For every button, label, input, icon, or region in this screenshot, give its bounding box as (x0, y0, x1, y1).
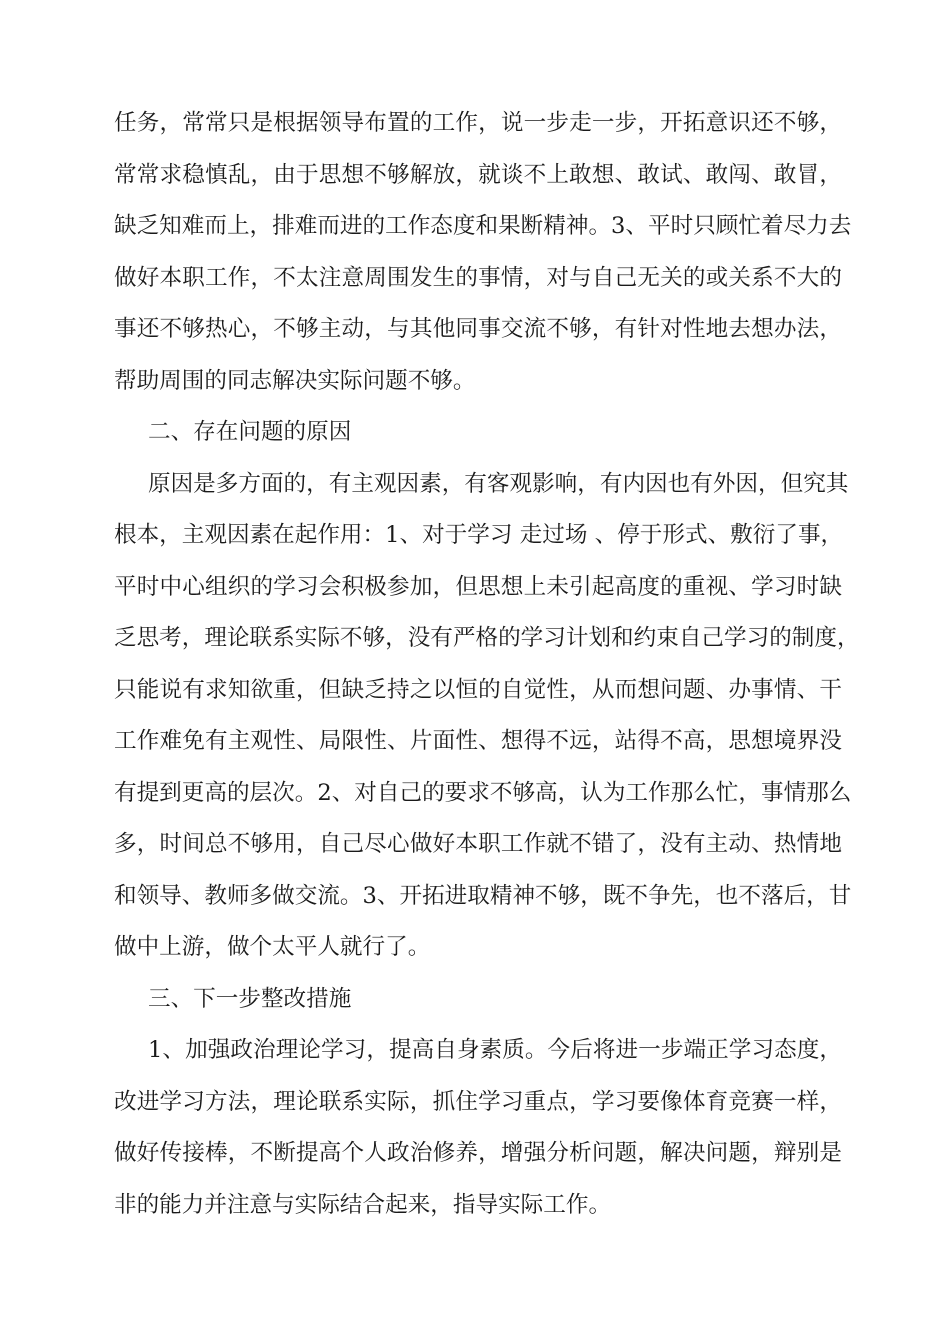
text-line: 和领导、教师多做交流。3、开拓进取精神不够，既不争先，也不落后，甘 (114, 882, 852, 909)
text-line: 事还不够热心，不够主动，与其他同事交流不够，有针对性地去想办法， (114, 316, 842, 342)
text-line: 改进学习方法，理论联系实际，抓住学习重点，学习要像体育竞赛一样， (114, 1088, 842, 1115)
section-heading-causes: 二、存在问题的原因 (148, 419, 352, 445)
text-line: 非的能力并注意与实际结合起来，指导实际工作。 (114, 1191, 612, 1218)
text-line: 做好本职工作，不太注意周围发生的事情，对与自己无关的或关系不大的 (114, 264, 842, 291)
text-line: 平时中心组织的学习会积极参加，但思想上未引起高度的重视、学习时缺 (114, 573, 842, 600)
section-heading-measures: 三、下一步整改措施 (148, 985, 352, 1012)
text-line: 工作难免有主观性、局限性、片面性、想得不远，站得不高，思想境界没 (114, 728, 842, 754)
text-line: 多，时间总不够用，自己尽心做好本职工作就不错了，没有主动、热情地 (114, 831, 842, 857)
text-line: 做中上游，做个太平人就行了。 (114, 934, 431, 960)
paragraph-measures (114, 1025, 842, 1231)
text-line: 常常求稳慎乱，由于思想不够解放，就谈不上敢想、敢试、敢闯、敢冒， (114, 161, 842, 188)
text-line: 帮助周围的同志解决实际问题不够。 (114, 367, 476, 394)
text-line: 原因是多方面的，有主观因素，有客观影响，有内因也有外因，但究其 (148, 470, 849, 497)
text-line: 只能说有求知欲重，但缺乏持之以恒的自觉性，从而想问题、办事情、干 (114, 676, 842, 703)
text-line: 缺乏知难而上，排难而进的工作态度和果断精神。3、平时只顾忙着尽力去 (114, 213, 852, 239)
document-body (114, 98, 860, 1231)
text-line: 做好传接棒，不断提高个人政治修养，增强分析问题，解决问题，辩别是 (114, 1140, 842, 1166)
paragraph-causes (114, 459, 860, 974)
text-line: 乏思考，理论联系实际不够，没有严格的学习计划和约束自己学习的制度， (114, 625, 860, 651)
text-line: 有提到更高的层次。2、对自己的要求不够高，认为工作那么忙，事情那么 (114, 779, 852, 806)
text-line: 任务，常常只是根据领导布置的工作，说一步走一步，开拓意识还不够， (114, 110, 842, 136)
text-line: 根本，主观因素在起作用：1、对于学习 走过场 、停于形式、敷衍了事， (114, 522, 844, 548)
paragraph-continuation (114, 98, 852, 407)
text-line: 1、加强政治理论学习，提高自身素质。今后将进一步端正学习态度， (148, 1037, 842, 1063)
